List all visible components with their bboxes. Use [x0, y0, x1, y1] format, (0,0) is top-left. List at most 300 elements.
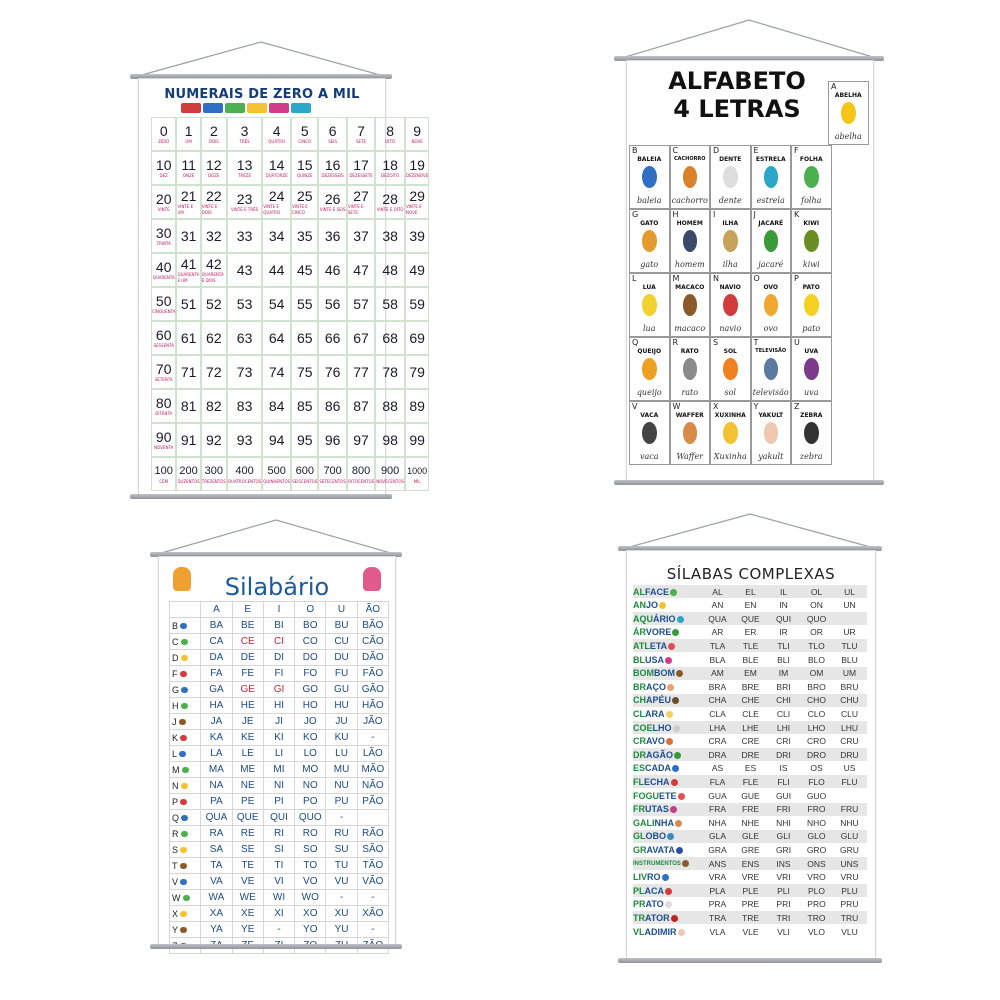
numeral-value: 19	[409, 156, 425, 173]
card-word: ESTRELA	[755, 156, 786, 163]
numeral-cell	[262, 219, 291, 253]
numeral-cell	[151, 423, 176, 457]
numeral-value: 46	[324, 261, 341, 278]
numeral-value: 17	[353, 156, 369, 173]
complex-syllable: GUO	[806, 790, 827, 801]
syllable-cell: MÃO	[357, 762, 388, 778]
syllable-cell: YU	[326, 922, 357, 938]
complex-word-rest: ACA	[644, 885, 665, 896]
complex-syllable: LHA	[709, 722, 726, 733]
complex-syllable: BLI	[777, 654, 790, 665]
numeral-cell	[227, 355, 262, 389]
complex-syllable: AR	[711, 627, 724, 638]
numeral-cell	[291, 253, 318, 287]
card-letter: E	[753, 146, 759, 155]
syllable-row	[170, 634, 389, 650]
numeral-word: NOVECENTOS	[376, 478, 405, 484]
numeral-value: 70	[155, 360, 172, 377]
alphabet-card	[791, 337, 832, 401]
syllable-cell: GE	[232, 682, 263, 698]
complex-syllable: LHO	[807, 722, 826, 733]
syllable-row	[170, 794, 389, 810]
complex-syllable: PLO	[807, 885, 825, 896]
complex-syllable: DRA	[708, 749, 727, 760]
alphabet-card	[629, 337, 670, 401]
complex-syllable: VLI	[777, 926, 790, 937]
numeral-cell	[347, 423, 375, 457]
numeral-cell	[318, 185, 346, 219]
complex-word	[633, 763, 701, 773]
numeral-value: 15	[296, 156, 313, 173]
syllable-row	[170, 826, 389, 842]
syllable-cell: JO	[295, 714, 326, 730]
complex-row	[633, 748, 867, 761]
syllable-cell: PO	[295, 794, 326, 810]
numeral-cell	[291, 219, 318, 253]
complex-syllable: PRO	[807, 899, 826, 910]
numeral-value: 300	[204, 464, 224, 477]
alphabet-card	[629, 145, 670, 209]
numeral-value: 39	[409, 227, 425, 244]
complex-syllable: OR	[810, 627, 823, 638]
complex-word-rest: AVO	[646, 736, 665, 747]
card-cursive-word: jacaré	[758, 260, 784, 269]
complex-word	[633, 736, 701, 746]
numeral-cell	[227, 423, 262, 457]
complex-word-rest: ETA	[649, 640, 668, 651]
numeral-cell	[291, 457, 318, 491]
row-picture-icon	[180, 863, 187, 869]
complex-word-rest: NHA	[654, 817, 674, 828]
complex-word	[633, 818, 701, 828]
card-cursive-word: abelha	[834, 132, 862, 141]
numeral-cell	[176, 253, 200, 287]
card-cursive-word: ovo	[763, 324, 778, 333]
complex-word	[633, 627, 701, 637]
syllable-row-letter: J	[170, 714, 201, 730]
numeral-cell	[318, 287, 346, 321]
row-picture-icon	[180, 671, 187, 677]
card-letter: Y	[753, 402, 759, 411]
complex-word-highlight: TR	[633, 912, 645, 923]
numeral-value: 49	[409, 261, 425, 278]
complex-word-picture-icon	[665, 657, 672, 664]
row-picture-icon	[180, 927, 187, 933]
syllable-cell: PI	[263, 794, 294, 810]
syllable-cell: JE	[232, 714, 263, 730]
card-word: JACARÉ	[758, 220, 784, 227]
numeral-value: 23	[236, 190, 253, 207]
complex-word	[633, 927, 701, 937]
card-word: ILHA	[722, 220, 739, 227]
complex-word-highlight: CL	[633, 708, 645, 719]
syllable-cell: GÃO	[357, 682, 388, 698]
card-letter: H	[672, 210, 679, 219]
card-picture-icon	[723, 230, 738, 252]
syllable-cell: LÃO	[357, 746, 388, 762]
syllable-cell: GU	[326, 682, 357, 698]
syllable-row-letter: L	[170, 746, 201, 762]
syllable-cell: FO	[295, 666, 326, 682]
card-picture-icon	[764, 294, 779, 316]
card-letter: F	[794, 146, 799, 155]
numeral-word: NOVE	[411, 138, 423, 144]
complex-syllable: OM	[809, 668, 824, 679]
syllable-cell: TE	[232, 858, 263, 874]
row-picture-icon	[180, 879, 187, 885]
numeral-value: 26	[324, 190, 341, 207]
numeral-value: 12	[206, 156, 222, 173]
syllable-cell: CÃO	[357, 634, 388, 650]
syllable-cell: DO	[295, 650, 326, 666]
numeral-cell	[176, 389, 200, 423]
syllable-cell: RI	[263, 826, 294, 842]
card-picture-icon	[764, 166, 779, 188]
syllable-cell: WI	[263, 890, 294, 906]
numeral-value: 97	[353, 431, 369, 448]
complex-syllable: VLE	[742, 926, 759, 937]
syllable-cell: NÃO	[357, 778, 388, 794]
numeral-value: 32	[206, 227, 222, 244]
complex-row	[633, 898, 867, 911]
syllable-cell: PA	[201, 794, 232, 810]
numeral-word: VINTE E NOVE	[406, 203, 422, 215]
card-cursive-word: sol	[724, 388, 736, 397]
numeral-value: 11	[181, 156, 196, 173]
numeral-value: 75	[296, 363, 313, 380]
card-letter: M	[672, 274, 680, 283]
numeral-cell	[151, 185, 176, 219]
card-letter: T	[753, 338, 759, 347]
syllable-cell: CE	[232, 634, 263, 650]
complex-word	[633, 614, 701, 624]
complex-word	[633, 695, 701, 705]
card-cursive-word: gato	[640, 260, 659, 269]
syllable-row-letter: X	[170, 906, 201, 922]
card-picture-icon	[683, 358, 698, 380]
alphabet-card	[629, 209, 670, 273]
numeral-cell	[318, 321, 346, 355]
complex-syllable: VRO	[807, 872, 826, 883]
complex-syllable: GUA	[708, 790, 727, 801]
complex-word-picture-icon	[665, 901, 672, 908]
syllable-cell: -	[357, 922, 388, 938]
complex-row	[633, 639, 867, 652]
numeral-value: 400	[235, 464, 254, 477]
complex-syllable: NHA	[708, 817, 727, 828]
alphabet-card	[710, 401, 751, 465]
complex-word-rest: AÇO	[646, 681, 666, 692]
complex-syllable: LHU	[840, 722, 858, 733]
numeral-cell	[405, 287, 429, 321]
complex-row	[633, 680, 867, 693]
numeral-cell	[318, 219, 346, 253]
numeral-value: 43	[236, 261, 253, 278]
numeral-word: OITENTA	[155, 410, 173, 416]
complex-syllable: FLA	[709, 776, 726, 787]
syllable-row	[170, 922, 389, 938]
complex-syllable: BRE	[741, 681, 760, 692]
complex-syllable: CRI	[776, 736, 791, 747]
numeral-cell	[176, 423, 200, 457]
complex-word-picture-icon	[671, 915, 678, 922]
complex-syllable: PLI	[777, 885, 790, 896]
alphabet-card	[791, 145, 832, 209]
numeral-value: 34	[268, 227, 285, 244]
card-cursive-word: estrela	[756, 196, 785, 205]
syllable-cell: SO	[295, 842, 326, 858]
numeral-value: 58	[382, 295, 398, 312]
row-picture-icon	[183, 895, 190, 901]
card-cursive-word: pato	[802, 324, 821, 333]
numeral-value: 22	[206, 187, 222, 204]
complex-word-highlight: ÁR	[633, 627, 646, 638]
numeral-cell	[176, 219, 200, 253]
card-cursive-word: kiwi	[802, 260, 820, 269]
card-word: BALEIA	[637, 156, 662, 163]
card-picture-icon	[723, 358, 738, 380]
alphabet-card	[791, 273, 832, 337]
syllable-cell: -	[326, 810, 357, 826]
syllable-cell: VA	[201, 874, 232, 890]
numeral-cell	[262, 117, 291, 151]
numeral-cell	[405, 219, 429, 253]
complex-syllable: FRI	[776, 804, 791, 815]
row-picture-icon	[180, 623, 187, 629]
numeral-value: 82	[206, 397, 222, 414]
syllable-cell: DA	[201, 650, 232, 666]
complex-word-highlight: FR	[633, 804, 645, 815]
numeral-cell	[347, 355, 375, 389]
numeral-value: 13	[236, 156, 253, 173]
numeral-value: 6	[328, 122, 337, 139]
alphabet-card	[629, 273, 670, 337]
numeral-word: MIL	[413, 478, 421, 484]
syllable-cell: MO	[295, 762, 326, 778]
complex-word	[633, 750, 701, 760]
numeral-value: 700	[323, 464, 342, 477]
numeral-value: 9	[413, 122, 422, 139]
card-picture-icon	[804, 166, 819, 188]
card-picture-icon	[804, 294, 819, 316]
card-letter: G	[632, 210, 639, 219]
numeral-cell	[201, 185, 227, 219]
numeral-cell	[227, 389, 262, 423]
complex-word-rest: OBO	[645, 831, 667, 842]
syllable-row	[170, 746, 389, 762]
card-cursive-word: yakult	[758, 452, 784, 461]
card-letter: L	[632, 274, 637, 283]
silabario-table	[169, 601, 389, 954]
complex-row	[633, 653, 867, 666]
silabario-header-row	[170, 602, 389, 618]
complex-word	[633, 682, 701, 692]
card-cursive-word: macaco	[674, 324, 706, 333]
complex-syllable: DRO	[807, 749, 826, 760]
numeral-word: DEZESSEIS	[321, 172, 344, 178]
card-picture-icon	[642, 230, 657, 252]
complex-syllable: ES	[744, 763, 757, 774]
numeral-cell	[151, 287, 176, 321]
card-word: ZEBRA	[800, 412, 823, 419]
complex-word-rest: ARA	[645, 708, 665, 719]
syllable-row-letter: B	[170, 618, 201, 634]
numeral-word: OITOCENTOS	[347, 478, 375, 484]
numeral-cell	[347, 389, 375, 423]
numeral-value: 21	[180, 187, 197, 204]
complex-syllable: VLO	[807, 926, 825, 937]
numeral-cell	[151, 321, 176, 355]
numeral-value: 3	[240, 122, 249, 139]
card-cursive-word: lua	[643, 324, 656, 333]
syllable-cell: JÃO	[357, 714, 388, 730]
syllable-cell: GI	[263, 682, 294, 698]
syllable-row	[170, 890, 389, 906]
numeral-value: 94	[268, 431, 285, 448]
complex-word	[633, 860, 701, 867]
numeral-value: 48	[382, 261, 398, 278]
syllable-cell: WA	[201, 890, 232, 906]
numeral-cell	[375, 355, 405, 389]
syllable-cell: VU	[326, 874, 357, 890]
complex-syllable: CLA	[709, 708, 726, 719]
complex-word-rest: AVATA	[646, 844, 675, 855]
card-letter: Q	[632, 338, 639, 347]
card-letter: R	[672, 338, 679, 347]
numeral-cell	[201, 423, 227, 457]
card-cursive-word: homem	[674, 260, 705, 269]
complex-syllable: CLE	[742, 708, 759, 719]
numeral-value: 84	[268, 397, 285, 414]
card-word: UVA	[804, 348, 819, 355]
complex-row	[633, 775, 867, 788]
numeral-value: 45	[296, 261, 313, 278]
syllable-cell: VO	[295, 874, 326, 890]
syllable-cell: XE	[232, 906, 263, 922]
numeral-word: DEZOITO	[380, 172, 400, 178]
numeral-value: 42	[206, 255, 222, 272]
silabario-sheet	[158, 556, 396, 946]
syllable-cell: PU	[326, 794, 357, 810]
numeral-value: 95	[296, 431, 313, 448]
numeral-value: 30	[155, 224, 172, 241]
numeral-cell	[201, 321, 227, 355]
complex-syllable: PRA	[708, 899, 727, 910]
syllable-cell: VÃO	[357, 874, 388, 890]
alfabeto-sheet	[626, 60, 874, 482]
syllable-cell: RU	[326, 826, 357, 842]
numeral-value: 41	[180, 255, 197, 272]
numeral-value: 60	[155, 326, 172, 343]
complex-syllable: ENS	[741, 858, 760, 869]
complex-word-highlight: BL	[633, 654, 645, 665]
numeral-value: 200	[179, 464, 198, 477]
numeral-value: 62	[206, 329, 222, 346]
syllable-cell: XO	[295, 906, 326, 922]
row-picture-icon	[181, 639, 188, 645]
card-picture-icon	[642, 294, 657, 316]
numeral-word: VINTE E DOIS	[201, 203, 218, 215]
complex-syllable: VLU	[841, 926, 858, 937]
complex-syllable: BRI	[776, 681, 791, 692]
numeral-cell	[291, 287, 318, 321]
complex-word-picture-icon	[675, 820, 682, 827]
complex-row	[633, 707, 867, 720]
complex-row	[633, 857, 867, 870]
numeral-cell	[227, 321, 262, 355]
complex-word	[633, 600, 701, 610]
numeral-value: 47	[353, 261, 369, 278]
complex-word	[633, 641, 701, 651]
numeral-cell	[227, 219, 262, 253]
card-picture-icon	[764, 358, 779, 380]
complex-word	[633, 777, 701, 787]
numeral-cell	[318, 151, 346, 185]
numeral-word: TRINTA	[156, 240, 171, 246]
complex-word-highlight: PL	[633, 885, 645, 896]
numeral-value: 10	[155, 156, 172, 173]
numeral-cell	[291, 185, 318, 219]
syllable-row	[170, 906, 389, 922]
complex-syllable: DRU	[840, 749, 859, 760]
syllable-cell: FA	[201, 666, 232, 682]
numeral-cell	[291, 423, 318, 457]
numeral-value: 500	[267, 464, 286, 477]
complex-row	[633, 599, 867, 612]
complex-row	[633, 925, 867, 938]
complex-word	[633, 886, 701, 896]
complex-row	[633, 735, 867, 748]
card-picture-icon	[683, 294, 698, 316]
numeral-value: 40	[155, 258, 172, 275]
complex-word-highlight: DR	[633, 749, 646, 760]
complex-syllable: DRE	[741, 749, 760, 760]
complex-word-picture-icon	[673, 725, 680, 732]
numeral-value: 36	[324, 227, 341, 244]
complex-syllable: TRO	[807, 912, 826, 923]
card-cursive-word: baleia	[636, 196, 662, 205]
complex-word-picture-icon	[682, 860, 689, 867]
complex-syllable: UM	[842, 668, 857, 679]
syllable-cell: YA	[201, 922, 232, 938]
numeral-cell	[201, 151, 227, 185]
numerais-sheet	[138, 78, 429, 496]
complex-word-rest: CADA	[645, 763, 672, 774]
syllable-cell: BÃO	[357, 618, 388, 634]
complex-syllable: CLU	[840, 708, 858, 719]
complex-syllable: CHA	[708, 695, 727, 706]
syllable-cell: JI	[263, 714, 294, 730]
syllable-cell: CO	[295, 634, 326, 650]
row-picture-icon	[180, 847, 187, 853]
numerais-grid	[151, 117, 429, 491]
numeral-cell	[151, 219, 176, 253]
card-word: ABELHA	[834, 92, 862, 99]
numeral-value: 44	[268, 261, 285, 278]
complex-syllable: QUE	[741, 613, 760, 624]
complex-word-rest: APÉU	[646, 695, 672, 706]
numeral-value: 4	[272, 122, 281, 139]
complex-word-highlight: AN	[633, 600, 646, 611]
complex-syllable: NHU	[840, 817, 859, 828]
complex-row	[633, 816, 867, 829]
syllable-row	[170, 874, 389, 890]
complex-syllable: VRE	[741, 872, 760, 883]
complex-syllable: NHI	[776, 817, 791, 828]
alphabet-card	[670, 401, 711, 465]
syllable-cell: FU	[326, 666, 357, 682]
row-picture-icon	[179, 719, 186, 725]
